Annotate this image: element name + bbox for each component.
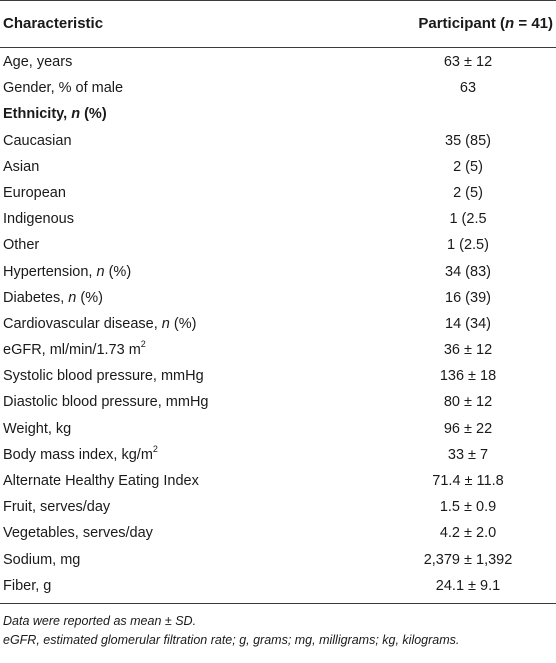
row-label-text: (%) [104,263,132,280]
row-label: Vegetables, serves/day [3,525,153,542]
row-label: Indigenous [3,211,74,228]
row-label [3,290,103,306]
row-label-italic: n [68,289,77,306]
row-label-text: (%) [169,315,197,332]
row-label-italic: n [161,315,170,332]
row-label-text: Body mass index, kg/m [3,446,153,463]
row-label-italic: n [96,263,105,280]
row-label-superscript: 2 [152,443,158,454]
row-label: Other [3,237,40,254]
row-label: Alternate Healthy Eating Index [3,473,199,489]
table-row [0,467,556,493]
row-value: 2 (5) [453,158,483,175]
row-value: 35 (85) [445,132,491,149]
row-label: Fruit, serves/day [3,499,111,516]
column-header-participant [418,15,553,32]
table-row [0,441,556,467]
row-value: 96 ± 22 [443,420,493,437]
row-value: 34 (83) [445,263,491,280]
table-row [0,205,556,231]
row-value: 14 (34) [445,315,491,332]
row-label: Age, years [3,54,73,70]
table-footnotes [0,604,556,650]
row-value: 4.2 ± 2.0 [439,525,497,542]
row-label-text: Diabetes, [3,289,69,306]
table-row [0,415,556,441]
row-label-text: Cardiovascular disease, [3,315,162,332]
row-label: Caucasian [3,132,72,149]
row-value: 80 ± 12 [443,394,493,411]
table-row [0,519,556,545]
table-row [0,493,556,519]
row-label: Asian [3,158,40,175]
section-heading [3,106,107,122]
footnote: Data were reported as mean ± SD. [3,613,197,628]
table-row [0,310,556,336]
table-row [0,48,556,74]
table-body [0,48,556,598]
row-label [3,316,196,332]
row-label-text: (%) [76,289,103,306]
row-label: Fiber, g [3,577,52,594]
row-label: European [3,184,66,201]
row-label [3,339,146,359]
table-row [0,74,556,100]
table-row [0,179,556,205]
table-row [0,362,556,388]
table-row [0,388,556,414]
row-label-text: Ethnicity, [3,106,72,123]
column-header-characteristic: Characteristic [3,15,104,32]
row-value: 2,379 ± 1,392 [423,551,513,568]
row-value: 71.4 ± 11.8 [432,473,504,489]
row-value: 1 (2.5) [447,237,489,254]
row-label-text: eGFR, ml/min/1.73 m [3,342,141,359]
row-label [3,264,131,280]
row-value: 136 ± 18 [439,368,497,385]
participant-header-n: n [505,15,515,32]
table-row [0,258,556,284]
table-row [0,231,556,257]
row-value: 16 (39) [445,289,491,306]
row-label: Diastolic blood pressure, mmHg [3,394,209,411]
row-label-superscript: 2 [140,339,146,350]
table-row [0,153,556,179]
row-label-text: Hypertension, [3,263,97,280]
row-value: 1.5 ± 0.9 [439,499,497,516]
row-label: Weight, kg [3,420,72,437]
table-row [0,127,556,153]
table-row [0,336,556,362]
table-row [0,546,556,572]
row-value: 63 ± 12 [443,54,493,70]
row-label-text: (%) [80,106,107,123]
row-value: 2 (5) [453,184,483,201]
table-row [0,284,556,310]
row-value: 36 ± 12 [443,342,493,359]
participant-header-prefix: Participant ( [418,15,506,32]
row-label: Systolic blood pressure, mmHg [3,368,204,385]
participant-header-suffix: = 41) [514,15,553,32]
row-value: 24.1 ± 9.1 [435,577,501,594]
footnote: eGFR, estimated glomerular filtration rate; g, grams; mg, milligrams; kg, kilograms. [3,632,460,647]
row-value: 63 [459,80,477,97]
row-value: 1 (2.5 [449,211,487,228]
row-value: 33 ± 7 [447,446,489,463]
row-label-italic: n [71,106,81,123]
table-header [0,0,556,48]
row-label: Sodium, mg [3,551,81,568]
row-label [3,443,158,463]
table-row [0,100,556,126]
row-label: Gender, % of male [3,80,124,97]
table-row [0,572,556,598]
